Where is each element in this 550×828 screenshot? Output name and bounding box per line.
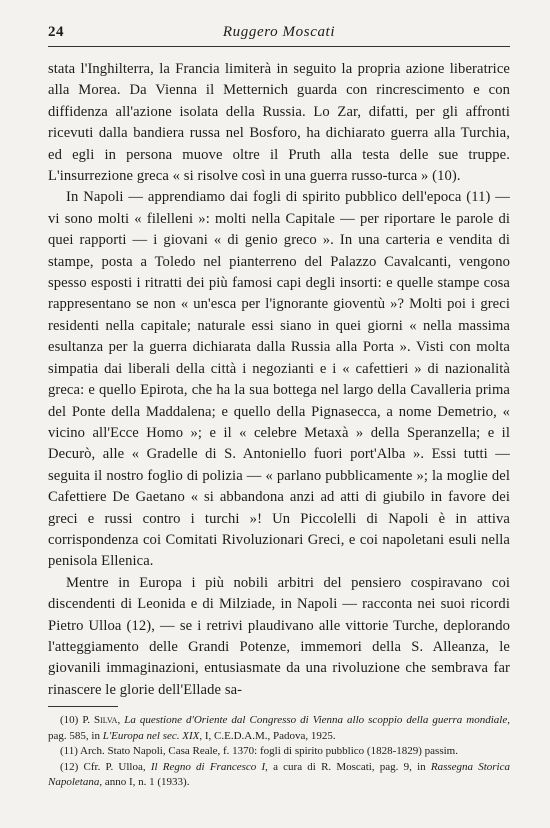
footnote-11: (11) Arch. Stato Napoli, Casa Reale, f. 1370: fogli di spirito pubblico (1828-1829) passim. [60, 745, 458, 757]
footnote-10: (10) P. Silva, La questione d'Oriente dal Congresso di Vienna allo scoppio della guerra mondiale, pag. 585, in L'Europa nel sec. XIX, I, C.E.D.A.M., Padova, 1925. [48, 714, 510, 742]
paragraph-2: In Napoli — apprendiamo dai fogli di spirito pubblico dell'epoca (11) — vi sono molti « filelleni »: molti nella Capitale — per riportare le parole di quei rapporti — i giovani « di genio greco ». In una carteria e vendita di stampe, posta a Toledo nel pianterreno del Palazzo Cavalcanti, vengono spesso esposti i ritratti dei più famosi capi degli insorti: e quelle stampe cosa rappresentano se non « un'esca per l'ignorante gioventù »? Molti poi i greci residenti nella capitale; naturale essi siano in quei giorni « nella massima esultanza per la guerra dichiarata dalla Russia alla Porta ». Visti con molta simpatia dai liberali della città i negozianti e i « cafettieri » di nazionalità greca: e quello Epirota, che ha la sua bottega nel largo della Cavalleria prima del Ponte della Maddalena; e quello della Pignasecca, a nome Demetrio, « vicino all'Ecce Homo »; e il « celebre Metaxà » della Speranzella; e il Decurò, alle « Gradelle di S. Antoniello fuori port'Alba ». Essi tutti — seguita il nostro foglio di polizia — « parlano pubblicamente »; la moglie del Cafettiere De Gaetano « si abbandona anzi ad atti di giubilo in favore dei greci e russi contro i turchi »! Un Piccolelli di Napoli è in attiva corrispondenza coi Comitati Rivoluzionari Greci, e coi napoletani esuli nella penisola Ellenica. [48, 189, 510, 570]
page-header [48, 24, 510, 46]
paragraph-1: stata l'Inghilterra, la Francia limiterà in seguito la propria azione liberatrice alla Morea. Da Vienna il Metternich guarda con rincrescimento e con diffidenza all'azione isolata della Russia. Lo Zar, difatti, per gli affronti ricevuti dalla bandiera russa nel Bosforo, ha dichiarato guerra alla Turchia, ed egli in persona muove oltre il Pruth alla testa delle sue truppe. L'insurrezione greca « si risolve così in una guerra russo-turca » (10). [48, 61, 510, 185]
running-head: Ruggero Moscati [222, 24, 336, 40]
page-number: 24 [48, 24, 64, 40]
footnotes [48, 713, 510, 791]
header-rule [48, 46, 510, 47]
footnotes-rule [48, 706, 118, 707]
paragraph-3: Mentre in Europa i più nobili arbitri del pensiero cospiravano coi discendenti di Leonida e di Milziade, in Napoli — racconta nei suoi ricordi Pietro Ulloa (12), — se i retrivi plaudivano alle vittorie Turche, deplorando l'atteggiamento delle Grandi Potenze, immemori della S. Alleanza, le giovanili immaginazioni, entusiasmate da una rivoluzione che sembrava far rinascere le glorie dell'Ellade sa- [48, 574, 510, 698]
footnote-12: (12) Cfr. P. Ulloa, Il Regno di Francesco I, a cura di R. Moscati, pag. 9, in Rassegna Storica Napoletana, anno I, n. 1 (1933). [48, 760, 510, 788]
body-text [48, 59, 510, 701]
